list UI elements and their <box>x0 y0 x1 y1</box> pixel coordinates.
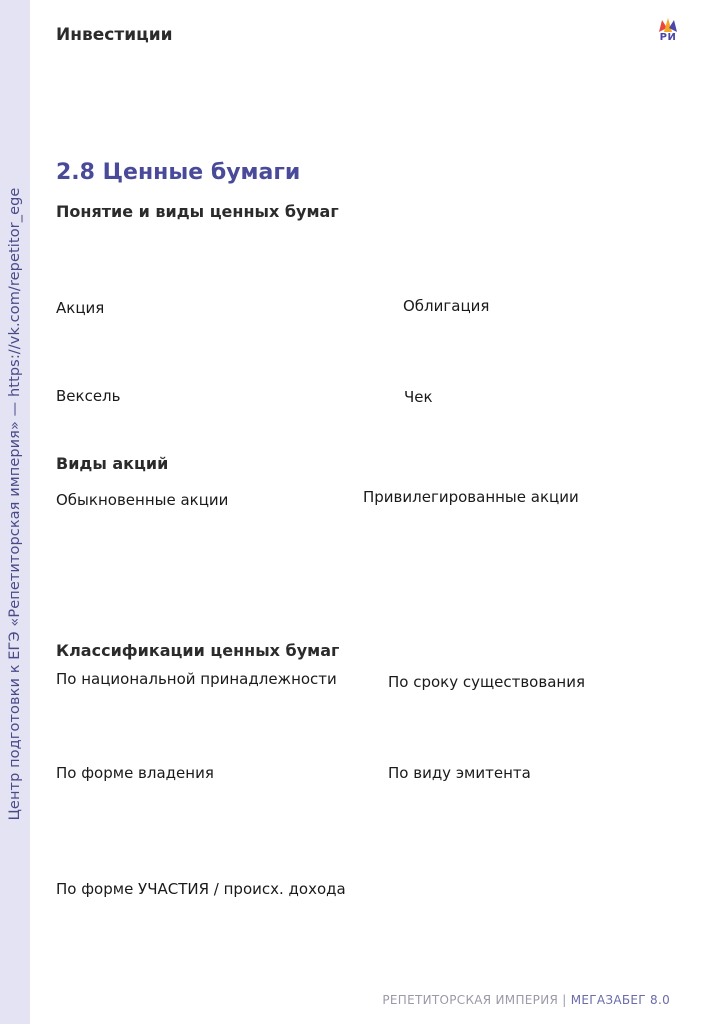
logo <box>653 17 683 45</box>
logo-text: РИ <box>659 32 677 43</box>
stock-type-preferred: Привилегированные акции <box>363 488 579 506</box>
section-title: 2.8 Ценные бумаги <box>56 160 301 185</box>
classification-issuer: По виду эмитента <box>388 764 531 782</box>
security-cheque: Чек <box>404 388 433 406</box>
concept-heading: Понятие и виды ценных бумаг <box>56 202 339 221</box>
stock-type-common: Обыкновенные акции <box>56 491 229 509</box>
footer-brand-left: РЕПЕТИТОРСКАЯ ИМПЕРИЯ <box>382 993 559 1007</box>
page-header-title: Инвестиции <box>56 25 173 45</box>
security-share: Акция <box>56 299 105 317</box>
classification-term: По сроку существования <box>388 673 585 691</box>
sidebar-caption: Центр подготовки к ЕГЭ «Репетиторская империя» — https://vk.com/repetitor_ege <box>7 187 23 821</box>
crown-icon <box>653 17 683 33</box>
sidebar <box>0 0 30 1024</box>
footer <box>382 993 670 1007</box>
security-bill: Вексель <box>56 387 121 405</box>
classification-heading: Классификации ценных бумаг <box>56 641 340 660</box>
footer-separator: | <box>558 993 571 1007</box>
classification-national: По национальной принадлежности <box>56 670 337 688</box>
stock-types-heading: Виды акций <box>56 454 169 473</box>
classification-ownership: По форме владения <box>56 764 214 782</box>
footer-brand-right: МЕГАЗАБЕГ 8.0 <box>570 993 670 1007</box>
classification-participation: По форме УЧАСТИЯ / происх. дохода <box>56 880 346 898</box>
security-bond: Облигация <box>403 297 490 315</box>
